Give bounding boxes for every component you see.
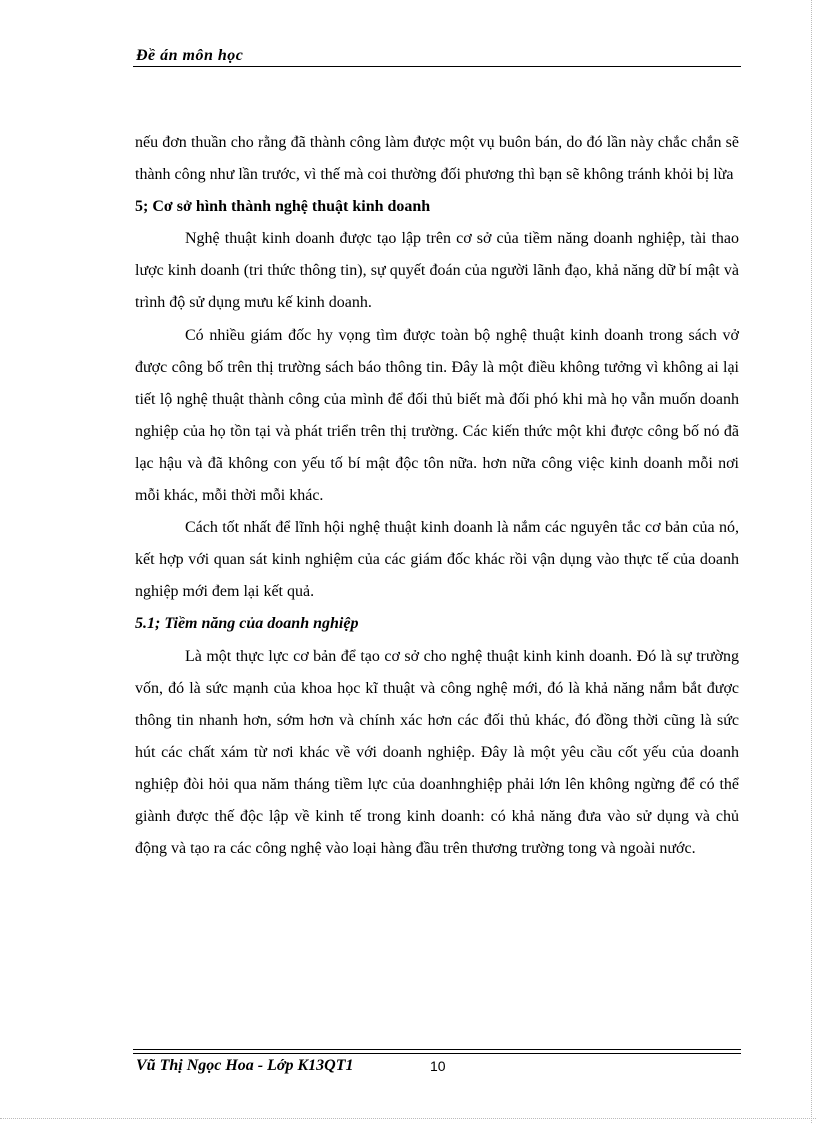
footer-rule-bottom [133,1053,741,1054]
page-number: 10 [430,1058,446,1074]
section-heading-5: 5; Cơ sở hình thành nghệ thuật kinh doanh [135,198,431,216]
page-edge-bottom [0,1118,816,1119]
paragraph-continuation: nếu đơn thuần cho rằng đã thành công làm được một vụ buôn bán, do đó lần này chắc chắn sẽ thành công như lần trước, vì thế mà coi thường đối phương thì bạn sẽ không tránh khỏi bị lừa [135,134,739,184]
header-rule [133,66,741,67]
paragraph-directors: Có nhiều giám đốc hy vọng tìm được toàn bộ nghệ thuật kinh doanh trong sách vở được công bố trên thị trường sách báo thông tin. Đây là một điều không tưởng vì không ai lại tiết lộ nghệ thuật thành công của mình để đối thủ biết mà đối phó khi mà họ vẫn muốn doanh nghiệp của họ tồn tại và phát triển trên thị trường. Các kiến thức một khi được công bố nó đã lạc hậu và đã không con yếu tố bí mật độc tôn nữa. hơn nữa công việc kinh doanh mỗi nơi mỗi khác, mỗi thời mỗi khác. [135,326,739,505]
header-title: Đề án môn học [136,47,244,64]
paragraph-basis: Nghệ thuật kinh doanh được tạo lập trên cơ sở của tiềm năng doanh nghiệp, tài thao lược kinh doanh (tri thức thông tin), sự quyết đoán của người lãnh đạo, khả năng dữ bí mật và trình độ sử dụng mưu kế kinh doanh. [135,230,739,312]
footer-author: Vũ Thị Ngọc Hoa - Lớp K13QT1 [136,1057,354,1074]
document-body [135,127,739,865]
paragraph-best-way: Cách tốt nhất để lĩnh hội nghệ thuật kinh doanh là nắm các nguyên tắc cơ bản của nó, kết hợp với quan sát kinh nghiệm của các giám đốc khác rồi vận dụng vào thực tế của doanh nghiệp mới đem lại kết quả. [135,519,739,601]
subsection-heading-5-1: 5.1; Tiềm năng của doanh nghiệp [135,615,359,633]
footer-rule-top [133,1049,741,1050]
paragraph-potential: Là một thực lực cơ bản để tạo cơ sở cho nghệ thuật kinh kinh doanh. Đó là sự trường vốn, đó là sức mạnh của khoa học kĩ thuật và công nghệ mới, đó là khả năng nắm bắt được thông tin nhanh hơn, sớm hơn và chính xác hơn các đối thủ khác, đó đồng thời cũng là sức hút các chất xám từ nơi khác về với doanh nghiệp. Đây là một yêu cầu cốt yếu của doanh nghiệp đòi hỏi qua năm tháng tiềm lực của doanhnghiệp phải lớn lên không ngừng để có thể giành được thế độc lập về kinh tế trong kinh doanh: có khả năng đưa vào sử dụng và chủ động và tạo ra các công nghệ vào loại hàng đầu trên thương trường tong và ngoài nước. [135,647,739,858]
page-edge-right [811,0,812,1123]
